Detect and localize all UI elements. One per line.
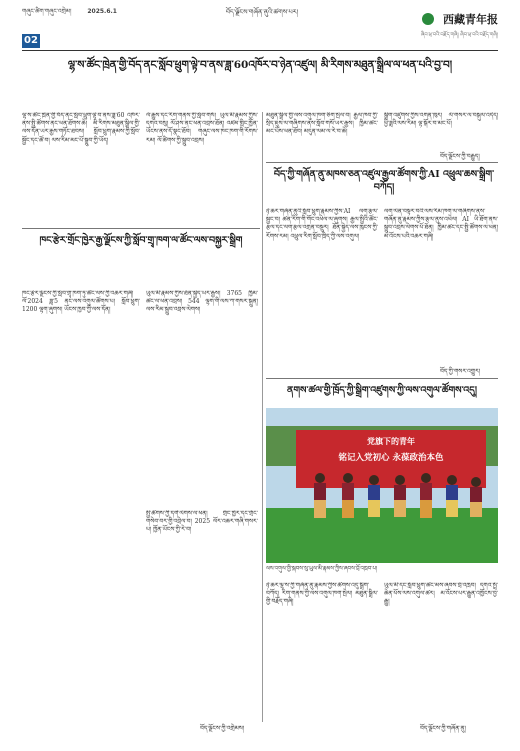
newspaper-logo-icon (422, 13, 434, 25)
article3-col3 (146, 510, 258, 710)
article4-title: ནགས་ཚལ་གྱི་ཁྲོད་ཀྱི་སྒྲིག་འཛུགས་ཀྱི་ལས་འགུལ་ཚོགས་འདུ། (287, 385, 477, 396)
header-left (22, 8, 117, 16)
column-separator (262, 112, 263, 722)
masthead (421, 8, 498, 43)
article1-col2 (146, 112, 258, 222)
dance-photo-illustration (266, 408, 498, 563)
article3-col2-text: ཡུལ་མི་རྣམས་ཀྱིས་ཐོན་སྐྱེད་ཡར་རྒྱས། 3765 ཁྱིམ་ཚང་ལ་ཕན་འབྲས། 544 ལྷག་གི་ལས་ཀ་གསར་སྐྲུན། ལས་རིམ་སྒྲུབ་འབྲས་ལེགས། (146, 290, 258, 314)
article1-col1-text: ལྷ་ས་ཚོང་ཁྲེན་གྱི་བོད་ནང་སློབ་ཕྲུག་ལྟེ་བ་ནས་ཟླ་60 འཁོར་ནས་སྤྱི་ཚོགས་ནང་ཕན་ཐོགས་ཆེ། མི་རིགས་མཐུན་སྒྲིལ་གྱི་ལས་དོན་ཡར་རྒྱས་གཏོང་ཐབས། སློབ་ཕྲུག་རྣམས་ཀྱི་སློབ་སྦྱོང་དང་ཚོ་བ། ལས་རིམ་མང་པོ་སྒྲུབ་ཀྱི་ཡོད། (22, 112, 140, 144)
divider-1 (266, 162, 498, 163)
article2-body: ཉེ་ཆར་གཞོན་ནུའི་སློབ་ཕྲུག་རྣམས་ཀྱིས་AI ལག་རྩལ་སྦྱང་བ། ཚན་རིག་གི་གོང་འཕེལ་ལ་ཞུགས། རྒྱལ་སྤྱིའི་ཚོང་རྩལ་དང་ལག་རྩལ་འགྲན་བསྡུར། ཐོན་སྐྱེད་ལས་ཁུངས་ཀྱི་རོགས་རམ། འཕྲུལ་རིག་སློབ་ཁྲིད་ཀྱི་ལས་འགུལ། (266, 208, 378, 240)
article4-col2 (384, 582, 498, 712)
article4-col1 (266, 582, 378, 712)
article3-col3-text: སྤྱི་ཚོགས་ཀྱི་དགེ་ལེགས་ལ་ཕན། གྲོང་ཁྱེར་དང་གྲོང་གསེབ་བར་གྱི་འབྲེལ་བ། 2025 ལོར་འཆར་གཞི་གསར་པ། ཁྱོན་ཡོངས་ཀྱི་རེ་བ། (146, 510, 258, 534)
divider-2 (266, 378, 498, 379)
header-left-text: གཞུང་ཚིག་གཞུང་འགྲེམ། (22, 8, 72, 15)
article4-col2-text: ཡུལ་མི་དང་སློབ་ཕྲུག་ཚང་མས་ཞབས་བྲོ་འཁྲབ། དགའ་སྤྲོ་ཆེན་པོས་ལས་འགུལ་ཚར། མ་འོངས་པར་རྒྱུན་འཁྱོངས་བྱ་རྒྱུ། (384, 582, 498, 606)
article1-col1 (22, 112, 140, 222)
divider-3 (22, 228, 260, 229)
article4-byline: བོད་ལྗོངས་ཀྱི་གཞོན་ནུ། (420, 725, 466, 732)
article1-col2-text: ལོ་རྒྱུས་དང་རིག་གནས་ཀྱི་སློབ་གསོ། ཡུལ་མི་རྣམས་ཀྱིས་དགའ་བསུ། ལོ་ཤས་ནང་ཕན་འབྲས་ཐོན། འཛམ་གླིང་ཁྱོན་ཡོངས་ནས་དོ་སྣང་ཐོབ། གཞུང་ལས་ཁང་ཁག་གི་རོགས་རམ། ལོ་ཚིགས་ཀྱི་སྒྲུབ་འབྲས། (146, 112, 258, 144)
header-tagline: ཞིབ་ཕྲ་བའི་བརྗོད་གཞི། ཞིབ་ཕྲ་བའི་བརྗོད་གཞི། (420, 32, 498, 38)
header-rule (22, 50, 498, 51)
article3-col1-text: ཁང་རྩེར་ལྗོངས་ཀྱི་སློབ་གྲྭ་ཁག་ཏུ་ཚོང་ལས་ཀྱི་འཆར་གཞི། ལོ་2024 ཟླ་5 ནང་ལས་འགུལ་ཚོགས་པ། སློབ་ཕྲུག་1200 ལྷག་ཞུགས། ཡོངས་ཁྱབ་ཀྱི་ལས་དོན། (22, 290, 140, 314)
article1-byline: བོད་ལྗོངས་ཀྱི་བརྒྱུད། (440, 153, 480, 160)
article3-col2 (146, 290, 258, 500)
article3-byline: བོད་ལྗོངས་ཀྱི་འགྲེམས། (200, 725, 245, 732)
header-center: བོད་ལྗོངས་གཞོན་ནུའི་ཚགས་པར། (225, 8, 299, 16)
article2-col1 (266, 208, 378, 358)
article4-col1-text: ཉེ་ཆར་ལྷ་ས་ཀྱི་གཞོན་ནུ་རྣམས་ཀྱིས་ཚོགས་འདུ་སྒྲིག་བཀོད། རིག་གནས་ཀྱི་ལས་འགུལ་ཁག་སྤེལ། མཐུན་སྒྲིལ་གྱི་བརྗོད་གཞི། (266, 582, 378, 606)
article2-byline: བོད་ཀྱི་གསར་འགྱུར། (440, 368, 481, 375)
header-date: 2025.6.1 (87, 8, 117, 15)
banner-line2: 铭记入党初心 永葆政治本色 (338, 453, 444, 463)
article1-col4-text: སྒྲིག་འཛུགས་ཀྱིས་འགན་ཁུར། ལོ་གསར་ལ་བསྐུལ་འདེད། ཕྱི་ཟླའི་ལས་རིམ། ལྟ་སྐོར་བ་མང་པོ། (384, 112, 498, 128)
article1-title: ལྷ་ས་ཚོང་ཁྲེན་གྱི་བོད་ནང་སློབ་ཕྲུག་ལྟེ་བ་ནས་ཟླ་60འཁོར་བ་ཉེན་འཛུལ། མི་རིགས་མཐུན་སྒྲིལ་ལ་ཕན་པའི་བྱ་བ། (67, 59, 453, 71)
article3-title: ཁང་རྩེར་གྲོང་ཁྱེར་རྒྱ་ལྗོངས་ཀྱི་སློབ་གྲྭ་ཁག་ལ་ཚོང་ལས་བསྐྱར་སྒྲིག (39, 235, 243, 246)
photo-caption: ལས་འགུལ་གྱི་སྐབས་སུ་ཡུལ་མི་རྣམས་ཀྱིས་ཞབས་བྲོ་འཁྲབ་པ། (266, 566, 378, 572)
article1-col3 (266, 112, 378, 150)
banner-line1: 党旗下的青年 (367, 437, 415, 446)
page-header (22, 8, 498, 48)
newspaper-brand: 西藏青年报 (443, 12, 498, 26)
article3-col1 (22, 290, 140, 710)
article4-photo (266, 408, 498, 563)
article1-col3-text: མཐུན་སྒྲིལ་གྱི་ལས་འགུལ་ཁག་ཅིག་སྤེལ་བ། རྒྱལ་ཁབ་ཀྱི་སྲིད་ཇུས་ལ་གཞིགས་ནས་སློབ་གསོ་ཡར་རྒྱས། ཁྱིམ་ཚང་མང་པོས་ཕན་ཐོབ། མདུན་ལམ་ལ་རེ་བ་ཆེ། (266, 112, 378, 136)
page-number-badge: 02 (22, 34, 40, 48)
article2-col2 (384, 208, 498, 358)
article1-col4 (384, 112, 498, 142)
article2-body2: ལག་ལེན་བསྟར་བའི་ལས་རིམ་ཁག་ལ་གཞིགས་ནས་གཞོན་ནུ་རྣམས་ཀྱིས་རྩལ་ནུས་འཕེལ། AI ཡི་ཐོག་ནས་སྒྲུབ་འབྲས་ལེགས་པོ་ཐོན། ཁྱིམ་ཚང་དང་སྤྱི་ཚོགས་ལ་ཕན། མ་འོངས་པའི་འཆར་གཞི། (384, 208, 498, 240)
article2-title: བོད་ཀྱི་གཞོན་ནུ་མཁས་ཅན་འཛུལ་རྒྱལ་ཚོགས་ཀྱི་AI འཕྲུལ་ཆས་སྒྲིག་བཀོད། (273, 169, 495, 193)
